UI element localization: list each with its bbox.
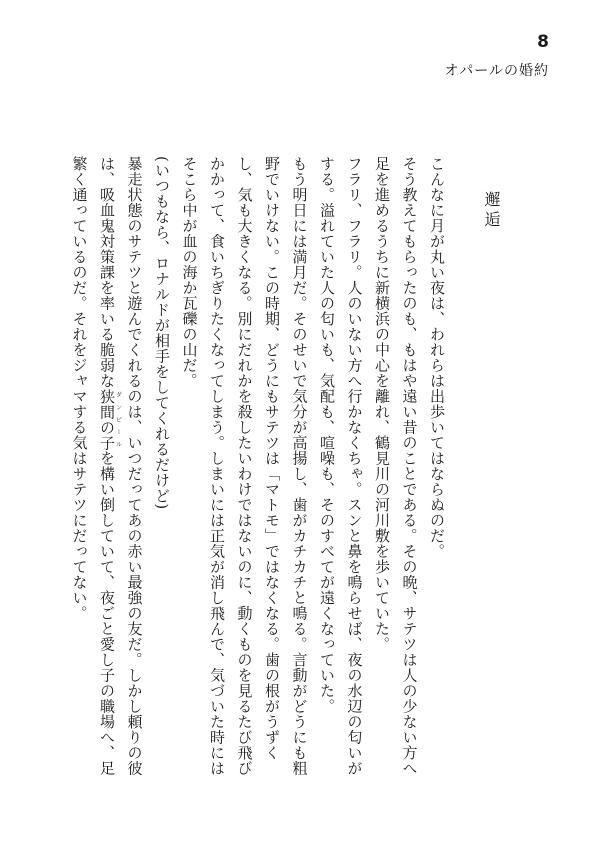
running-header-title: オパールの婚約 — [444, 63, 549, 79]
paragraph-1: こんなに月が丸い夜は、われらは出歩いてはならぬのだ。 — [428, 156, 446, 559]
ruby-reading: ダンピール — [114, 388, 122, 451]
paragraph-5: (いつもなら、ロナルドが相手をしてくれるだけど) — [153, 156, 171, 510]
chapter-title: 邂逅 — [482, 191, 501, 231]
vertical-body-text — [70, 156, 505, 786]
paragraph-6-after: を構い倒していて、夜ごと愛し子の職場へ、足繁く通っているのだ。それをジャマする気はサテツにだってない。 — [70, 156, 116, 776]
paragraph-4: もう明日には満月だ。そのせいで気分が高揚し、歯がカチカチと鳴る。言動がどうにも粗野でいけない。この時期、どうにもサテツは「マトモ」ではなくなる。歯の根がうずくし、気も大きくなる。別にだれかを殺したいわけではないのに、動くものを見るたび飛びかかって、食いちぎりたくなってしまう。しまいには正気が消し飛んで、気づいた時にはそこら中が血の海か瓦礫の山だ。 — [180, 156, 309, 776]
paragraph-2: そう教えてもらったのも、もはや遠い昔のことである。その晩、サテツは人の少ない方へ足を進めるうちに新横浜の中心を離れ、鶴見川の河川敷を歩いていた。 — [373, 156, 419, 776]
ruby-dhampir — [98, 388, 122, 451]
page-number: 8 — [537, 32, 549, 52]
paragraph-6-before: 暴走状態のサテツと遊んでくれるのは、いつだってあの赤い最強の友だ。しかし頼りの彼は、吸血鬼対策課を率いる脆弱な — [98, 156, 144, 776]
paragraph-3: フラリ、フラリ。人のいない方へ行かなくちゃ。スンと鼻を鳴らせば、夜の水辺の匂いがする。溢れていた人の匂いも、気配も、喧噪も、そのすべてが遠くなっていた。 — [318, 156, 364, 776]
ruby-base: 狭間の子 — [98, 388, 116, 451]
paragraph-6 — [65, 156, 148, 786]
